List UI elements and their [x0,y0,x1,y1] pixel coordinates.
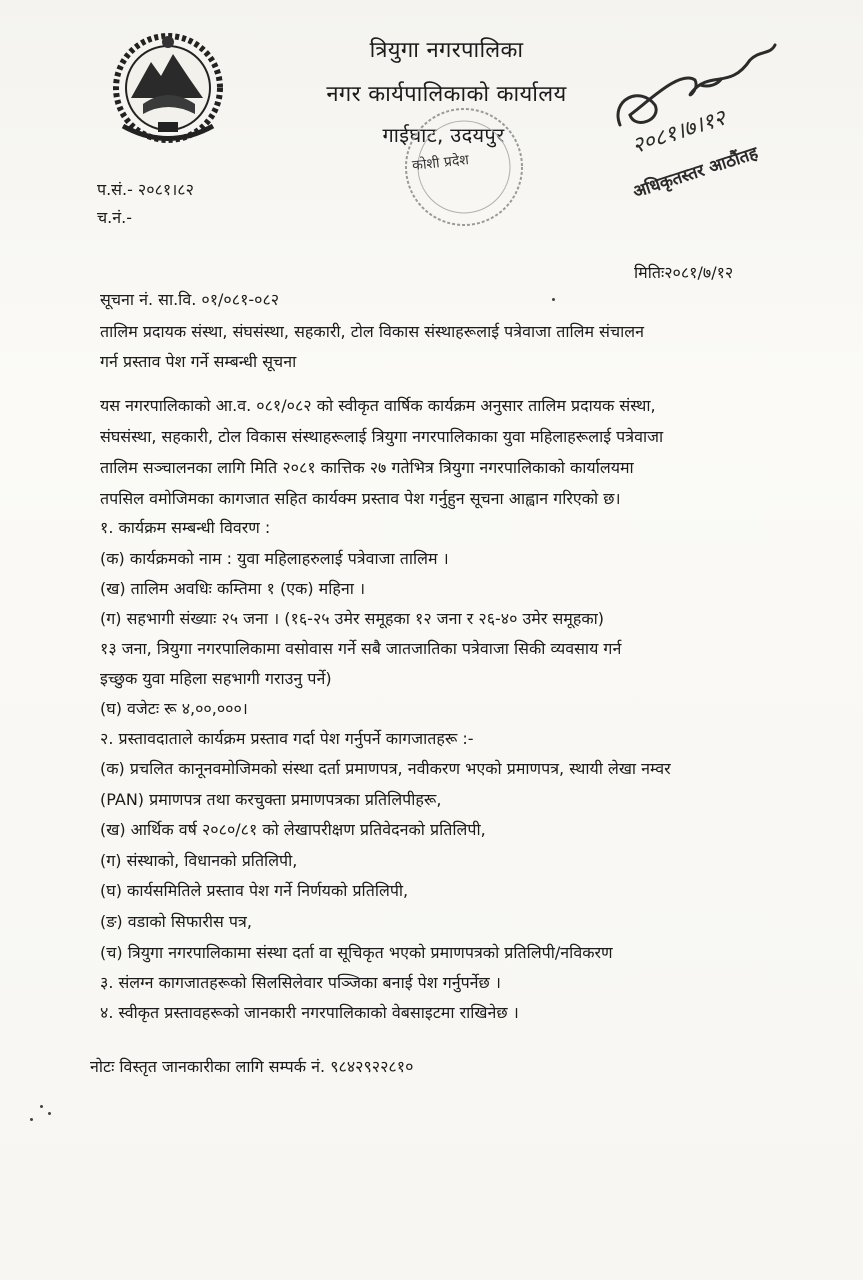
section-2-item-b: (ख) आर्थिक वर्ष २०८०/८१ को लेखापरीक्षण प्रतिवेदनको प्रतिलिपी, [100,820,486,839]
notice-body-line-2: संघसंस्था, सहकारी, टोल विकास संस्थाहरूलाई त्रियुगा नगरपालिकाका युवा महिलाहरूलाई पत्रेवाजा [100,427,664,446]
section-2-title: २. प्रस्तावदाताले कार्यक्रम प्रस्ताव गर्दा पेश गर्नुपर्ने कागजातहरू :- [100,729,474,748]
document-date: मितिः२०८१/७/१२ [634,263,734,282]
stamp-province-text: कोशी प्रदेश [411,152,470,174]
notice-body-line-1: यस नगरपालिकाको आ.व. ०८१/०८२ को स्वीकृत वार्षिक कार्यक्रम अनुसार तालिम प्रदायक संस्था, [100,396,656,415]
signature-date: २०८१।७।१२ [628,105,729,160]
section-1-item-c-line-2: १३ जना, त्रियुगा नगरपालिकामा वसोवास गर्ने सबै जातजातिका पत्रेवाजा सिकी व्यवसाय गर्न [100,639,622,658]
contact-note: नोटः विस्तृत जानकारीका लागि सम्पर्क नं. ९८४२९२२८१० [90,1057,414,1076]
dispatch-number: च.नं.- [97,208,132,227]
section-1-title: १. कार्यक्रम सम्बन्धी विवरण : [100,518,271,537]
section-3: ३. संलग्न कागजातहरूको सिलसिलेवार पञ्जिका बनाई पेश गर्नुपर्नेछ । [100,973,501,992]
paper-speck [30,1118,33,1121]
section-1-item-b: (ख) तालिम अवधिः कम्तिमा १ (एक) महिना । [100,579,366,598]
notice-body-line-3: तालिम सञ्चालनका लागि मिति २०८१ कात्तिक २७ गतेभित्र त्रियुगा नगरपालिकाको कार्यालयमा [100,458,634,477]
section-2-item-e: (ङ) वडाको सिफारीस पत्र, [100,912,252,931]
section-2-item-c: (ग) संस्थाको, विधानको प्रतिलिपी, [100,851,298,870]
notice-body-line-4: तपसिल वमोजिमका कागजात सहित कार्यक्म प्रस्ताव पेश गर्नुहुन सूचना आह्वान गरिएको छ। [100,489,621,508]
paper-speck [40,1105,43,1108]
signature-title: अधिकृतस्तर आठौंतह [630,143,761,203]
office-address: गाईघाट, उदयपुर [382,123,505,147]
letter-number: प.सं.- २०८१।८२ [97,180,194,199]
paper-speck [552,298,555,301]
section-1-item-c-line-3: इच्छुक युवा महिला सहभागी गराउनु पर्ने) [100,669,332,688]
office-stamp [400,103,528,231]
section-2-item-a-line-1: (क) प्रचलित कानूनवमोजिमको संस्था दर्ता प्रमाणपत्र, नवीकरण भएको प्रमाणपत्र, स्थायी लेखा नम्वर [100,759,671,778]
signature-block [600,30,800,220]
notice-subject-line-1: तालिम प्रदायक संस्था, संघसंस्था, सहकारी, टोल विकास संस्थाहरूलाई पत्रेवाजा तालिम संचालन [100,322,644,341]
section-1-item-d: (घ) वजेटः रू ४,००,०००। [100,699,248,718]
notice-number: सूचना नं. सा.वि. ०१/०८१-०८२ [100,290,280,309]
office-subtitle: नगर कार्यपालिकाको कार्यालय [326,82,567,107]
office-name: त्रियुगा नगरपालिका [369,38,524,63]
notice-subject-line-2: गर्न प्रस्ताव पेश गर्ने सम्बन्धी सूचना [100,352,297,371]
section-1-item-c-line-1: (ग) सहभागी संख्याः २५ जना । (१६-२५ उमेर समूहका १२ जना र २६-४० उमेर समूहका) [100,609,605,628]
section-2-item-a-line-2: (PAN) प्रमाणपत्र तथा करचुक्ता प्रमाणपत्रका प्रतिलिपीहरू, [100,790,442,809]
section-1-item-a: (क) कार्यक्रमको नाम : युवा महिलाहरुलाई पत्रेवाजा तालिम । [100,549,449,568]
section-4: ४. स्वीकृत प्रस्तावहरूको जानकारी नगरपालिकाको वेबसाइटमा राखिनेछ । [100,1003,519,1022]
section-2-item-d: (घ) कार्यसमितिले प्रस्ताव पेश गर्ने निर्णयको प्रतिलिपी, [100,881,409,900]
paper-speck [48,1112,51,1115]
section-2-item-f: (च) त्रियुगा नगरपालिकामा संस्था दर्ता वा सूचिकृत भएको प्रमाणपत्रको प्रतिलिपी/नविकरण [100,943,613,962]
